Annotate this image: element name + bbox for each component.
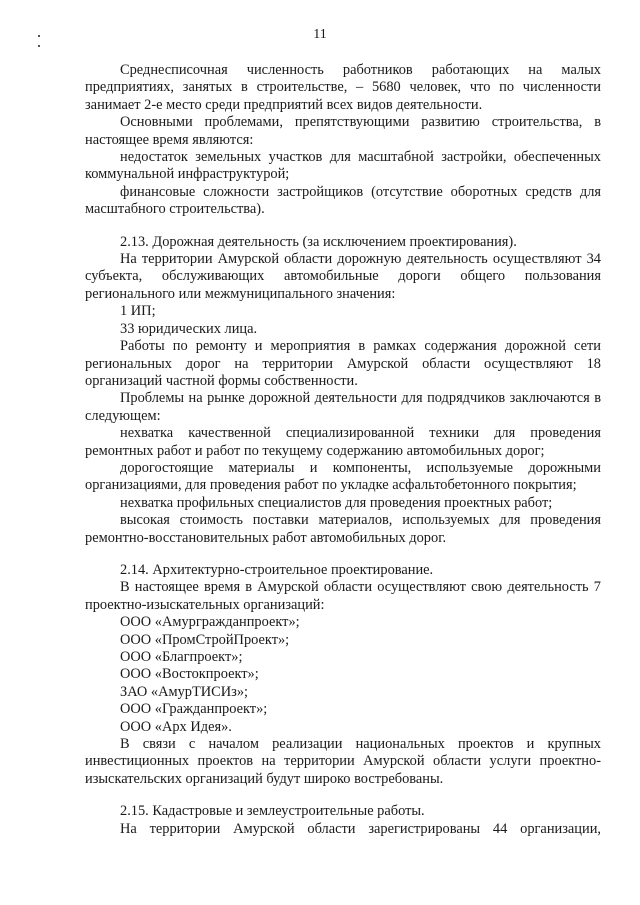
list-item: нехватка профильных специалистов для проведения проектных работ; (120, 494, 553, 511)
list-item: 33 юридических лица. (120, 320, 258, 337)
paragraph: Проблемы на рынке дорожной деятельности для подрядчиков заключаются в следующем: (85, 390, 601, 424)
list-item: ООО «Благпроект»; (120, 649, 243, 665)
list-item: финансовые сложности застройщиков (отсутствие оборотных средств для масштабного строительства). (85, 183, 601, 218)
paragraph: Работы по ремонту и мероприятия в рамках содержания дорожной сети региональных дорог на территории Амурской области осуществляют 18 организаций частной формы собственности. (85, 338, 601, 389)
document-body (85, 62, 601, 838)
section-heading: 2.13. Дорожная деятельность (за исключением проектирования). (120, 233, 517, 250)
paragraph: На территории Амурской области дорожную деятельность осуществляют 34 субъекта, обслуживающих автомобильные дороги общего пользования регионального или межмуниципального значения: (85, 251, 601, 302)
paragraph: Среднесписочная численность работников работающих на малых предприятиях, занятых в строительстве, – 5680 человек, что по численности занимает 2-е место среди предприятий всех видов деятельности. (85, 62, 601, 113)
scan-artifact-mark (38, 45, 40, 47)
list-item: ЗАО «АмурТИСИз»; (120, 683, 249, 700)
list-item: дорогостоящие материалы и компоненты, используемые дорожными организациями, для проведения работ по укладке асфальтобетонного покрытия; (85, 459, 601, 494)
list-item: ООО «Гражданпроект»; (120, 701, 268, 718)
paragraph: На территории Амурской области зарегистрированы 44 организации, (120, 820, 601, 837)
scan-artifact-mark (38, 35, 40, 37)
list-item: ООО «ПромСтройПроект»; (120, 631, 290, 648)
list-item: 1 ИП; (120, 303, 156, 320)
list-item: нехватка качественной специализированной техники для проведения ремонтных работ и работ по текущему содержанию автомобильных дорог; (85, 425, 601, 459)
paragraph: В настоящее время в Амурской области осуществляют свою деятельность 7 проектно-изыскательных организаций: (85, 579, 601, 613)
section-heading: 2.14. Архитектурно-строительное проектирование. (120, 561, 434, 578)
paragraph: В связи с началом реализации национальных проектов и крупных инвестиционных проектов на территории Амурской области услуги проектно-изыскательских организаций будут широко востребованы. (85, 736, 601, 787)
paragraph: Основными проблемами, препятствующими развитию строительства, в настоящее время являются: (85, 114, 601, 148)
list-item: ООО «Арх Идея». (120, 718, 232, 735)
section-heading: 2.15. Кадастровые и землеустроительные работы. (120, 803, 425, 820)
page-number: 11 (313, 27, 327, 42)
list-item: недостаток земельных участков для масштабной застройки, обеспеченных коммунальной инфраструктурой; (85, 149, 601, 183)
list-item: ООО «Востокпроект»; (120, 666, 259, 683)
list-item: высокая стоимость поставки материалов, используемых для проведения ремонтно-восстановительных работ автомобильных дорог. (85, 512, 601, 546)
list-item: ООО «Амургражданпроект»; (120, 614, 300, 631)
